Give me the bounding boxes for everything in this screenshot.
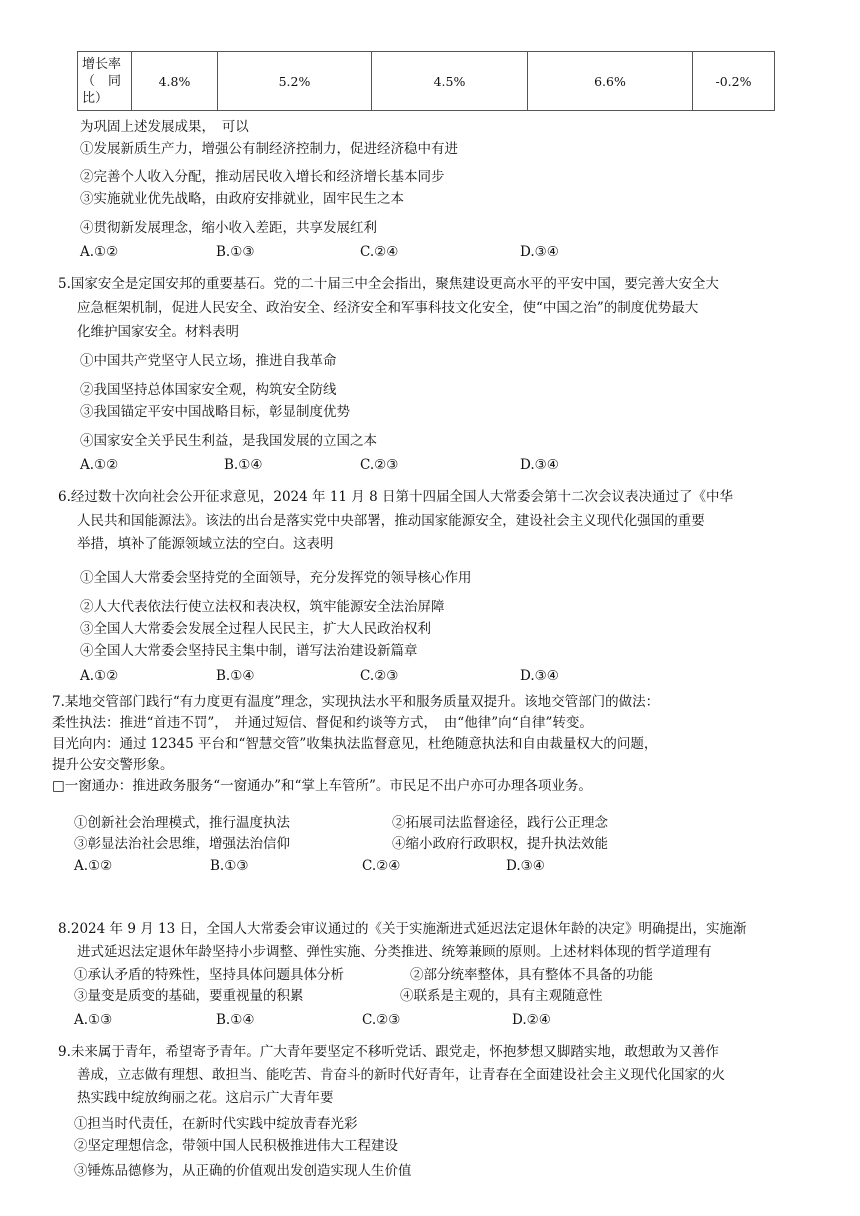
q4-option-1: ①发展新质生产力，增强公有制经济控制力，促进经济稳中有进	[80, 141, 458, 157]
table-cell: 4.5%	[372, 52, 528, 111]
table-row-header	[78, 52, 132, 111]
q4-option-4: ④贯彻新发展理念，缩小收入差距，共享发展红利	[80, 220, 377, 236]
table-cell: 4.8%	[132, 52, 218, 111]
q6-answer-c: C.②③	[360, 668, 399, 684]
q8-answer-b: B.①④	[216, 1012, 255, 1028]
q8-answer-a: A.①③	[74, 1012, 113, 1028]
q6-stem-line: 人民共和国能源法》。该法的出台是落实党中央部署，推动国家能源安全，建设社会主义现代化强国的重要	[77, 513, 705, 529]
q4-answer-a: A.①②	[80, 244, 119, 260]
q7-answer-b: B.①③	[210, 858, 249, 874]
table-row	[78, 52, 775, 111]
q8-option-1: ①承认矛盾的特殊性，坚持具体问题具体分析	[74, 967, 344, 983]
q6-answer-b: B.①④	[216, 668, 255, 684]
q6-stem-line: 6.经过数十次向社会公开征求意见，2024 年 11 月 8 日第十四届全国人大常委会第十二次会议表决通过了《中华	[58, 489, 733, 505]
q5-stem-line: 应急框架机制，促进人民安全、政治安全、经济安全和军事科技文化安全，使“中国之治”的制度优势最大	[77, 300, 699, 316]
q8-option-4: ④联系是主观的，具有主观随意性	[400, 988, 603, 1004]
q7-stem-line: 柔性执法：推进“首违不罚”， 并通过短信、督促和约谈等方式， 由“他律”向“自律”转变。	[52, 715, 593, 731]
row-label-line: 比）	[82, 90, 109, 106]
q4-stem: 为巩固上述发展成果， 可以	[80, 119, 249, 135]
q8-option-3: ③量变是质变的基础，要重视量的积累	[74, 988, 304, 1004]
q8-answer-c: C.②③	[362, 1012, 401, 1028]
q8-stem-line: 8.2024 年 9 月 13 日，全国人大常委会审议通过的《关于实施渐进式延迟法定退休年龄的决定》明确提出，实施渐	[58, 921, 747, 937]
q7-answer-d: D.③④	[506, 858, 545, 874]
row-label-line: （ 同	[82, 73, 122, 89]
q5-option-1: ①中国共产党坚守人民立场，推进自我革命	[80, 353, 337, 369]
q6-option-4: ④全国人大常委会坚持民主集中制，谱写法治建设新篇章	[80, 643, 418, 659]
q8-answer-d: D.②④	[512, 1012, 551, 1028]
q5-answer-a: A.①②	[80, 457, 119, 473]
q9-option-1: ①担当时代责任，在新时代实践中绽放青春光彩	[74, 1116, 358, 1132]
q6-stem-line: 举措，填补了能源领域立法的空白。这表明	[77, 536, 334, 552]
q9-stem-line: 善成，立志做有理想、敢担当、能吃苦、肯奋斗的新时代好青年，让青春在全面建设社会主义现代化国家的火	[77, 1067, 725, 1083]
q7-stem-line: 7.某地交管部门践行“有力度更有温度”理念，实现执法水平和服务质量双提升。该地交管部门的做法：	[52, 694, 660, 710]
row-label-line: 增长率	[82, 56, 122, 72]
q5-answer-c: C.②③	[360, 457, 399, 473]
q4-answer-c: C.②④	[360, 244, 399, 260]
q6-answer-d: D.③④	[520, 668, 559, 684]
growth-rate-table	[77, 51, 775, 111]
q6-option-1: ①全国人大常委会坚持党的全面领导，充分发挥党的领导核心作用	[80, 570, 472, 586]
q5-option-3: ③我国锚定平安中国战略目标，彰显制度优势	[80, 404, 350, 420]
q5-option-2: ②我国坚持总体国家安全观，构筑安全防线	[80, 382, 337, 398]
q8-option-2: ②部分统率整体，具有整体不具备的功能	[410, 967, 653, 983]
table-cell: 6.6%	[528, 52, 693, 111]
q9-stem-line: 热实践中绽放绚丽之花。这启示广大青年要	[77, 1090, 334, 1106]
table-cell: -0.2%	[693, 52, 775, 111]
table-cell: 5.2%	[218, 52, 372, 111]
q4-answer-d: D.③④	[520, 244, 559, 260]
q7-answer-a: A.①②	[74, 858, 113, 874]
q7-option-1: ①创新社会治理模式，推行温度执法	[74, 815, 290, 831]
q4-answer-b: B.①③	[216, 244, 255, 260]
q5-stem-line: 5.国家安全是定国安邦的重要基石。党的二十届三中全会指出，聚焦建设更高水平的平安中国，要完善大安全大	[58, 276, 719, 292]
q9-option-2: ②坚定理想信念，带领中国人民积极推进伟大工程建设	[74, 1138, 398, 1154]
q6-answer-a: A.①②	[80, 668, 119, 684]
q7-option-3: ③彰显法治社会思维，增强法治信仰	[74, 836, 290, 852]
q5-answer-b: B.①④	[224, 457, 263, 473]
q4-option-3: ③实施就业优先战略，由政府安排就业，固牢民生之本	[80, 191, 404, 207]
q9-option-3: ③锤炼品德修为，从正确的价值观出发创造实现人生价值	[74, 1163, 412, 1179]
q5-stem-line: 化维护国家安全。材料表明	[77, 324, 239, 340]
q8-stem-line: 进式延迟法定退休年龄坚持小步调整、弹性实施、分类推进、统筹兼顾的原则。上述材料体现的哲学道理有	[77, 944, 712, 960]
q7-option-4: ④缩小政府行政职权，提升执法效能	[392, 836, 608, 852]
q9-stem-line: 9.未来属于青年，希望寄予青年。广大青年要坚定不移听党话、跟党走，怀抱梦想又脚踏实地，敢想敢为又善作	[58, 1044, 719, 1060]
q5-option-4: ④国家安全关乎民生利益，是我国发展的立国之本	[80, 433, 377, 449]
q6-option-2: ②人大代表依法行使立法权和表决权，筑牢能源安全法治屏障	[80, 599, 445, 615]
q7-stem-line: 提升公安交警形象。	[52, 757, 174, 773]
q7-answer-c: C.②④	[362, 858, 401, 874]
q5-answer-d: D.③④	[520, 457, 559, 473]
q7-option-2: ②拓展司法监督途径，践行公正理念	[392, 815, 608, 831]
q7-stem-line: □一窗通办：推进政务服务“一窗通办”和“掌上车管所”。市民足不出户亦可办理各项业务。	[52, 778, 592, 794]
q4-option-2: ②完善个人收入分配，推动居民收入增长和经济增长基本同步	[80, 169, 445, 185]
q6-option-3: ③全国人大常委会发展全过程人民民主，扩大人民政治权利	[80, 621, 431, 637]
q7-stem-line: 目光向内：通过 12345 平台和“智慧交管”收集执法监督意见，杜绝随意执法和自由裁量权大的问题，	[52, 736, 658, 752]
